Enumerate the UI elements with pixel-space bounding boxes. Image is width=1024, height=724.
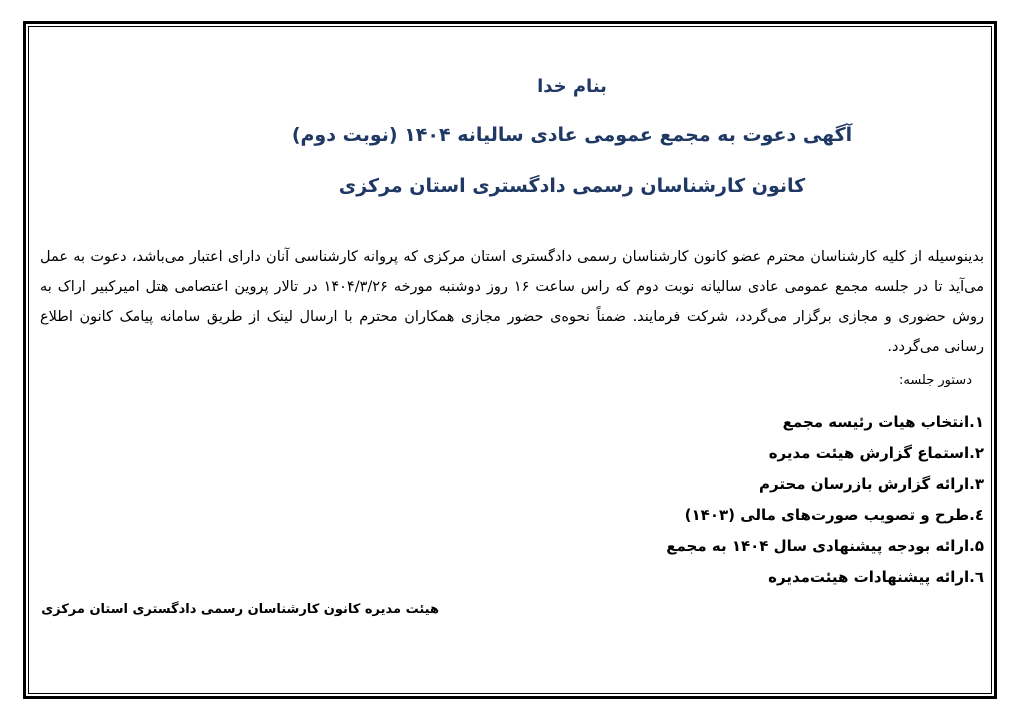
organization-name: کانون کارشناسان رسمی دادگستری استان مرکزی (338, 175, 806, 197)
board-signature: هیئت مدیره کانون کارشناسان رسمی دادگستری استان مرکزی (41, 602, 439, 617)
basmala-heading: بنام خدا (537, 76, 607, 97)
agenda-item: ۱.انتخاب هیات رئیسه مجمع (782, 413, 984, 431)
announcement-document (40, 40, 984, 680)
agenda-list (666, 407, 984, 593)
agenda-label: دستور جلسه: (898, 373, 972, 388)
agenda-item: ٤.طرح و تصویب صورت‌های مالی (۱۴۰۳) (684, 506, 984, 524)
invitation-paragraph: بدینوسیله از کلیه کارشناسان محترم عضو کانون کارشناسان رسمی دادگستری استان مرکزی که پروانه کارشناسی آنان دارای اعتبار می‌باشد، دعوت به عمل می‌آید تا در جلسه مجمع عمومی عادی سالیانه نوبت دوم که راس ساعت ۱۶ روز دوشنبه مورخه ۱۴۰۴/۳/۲۶ در تالار پروین اعتصامی هتل امیرکبیر اراک به روش حضوری و مجازی برگزار می‌گردد، شرکت فرمایند. ضمناً نحوه‌ی حضور مجازی همکاران محترم با ارسال لینک از طریق سامانه پیامک کانون اطلاع رسانی می‌گردد. (40, 249, 984, 355)
agenda-item: ۳.ارائه گزارش بازرسان محترم (759, 475, 984, 493)
agenda-item: ۵.ارائه بودجه پیشنهادی سال ۱۴۰۴ به مجمع (666, 537, 984, 555)
agenda-item: ۲.استماع گزارش هیئت مدیره (768, 444, 984, 462)
announcement-title: آگهی دعوت به مجمع عمومی عادی سالیانه ۱۴۰۴ (نوبت دوم) (291, 124, 853, 146)
agenda-item: ٦.ارائه پیشنهادات هیئت‌مدیره (768, 568, 984, 586)
